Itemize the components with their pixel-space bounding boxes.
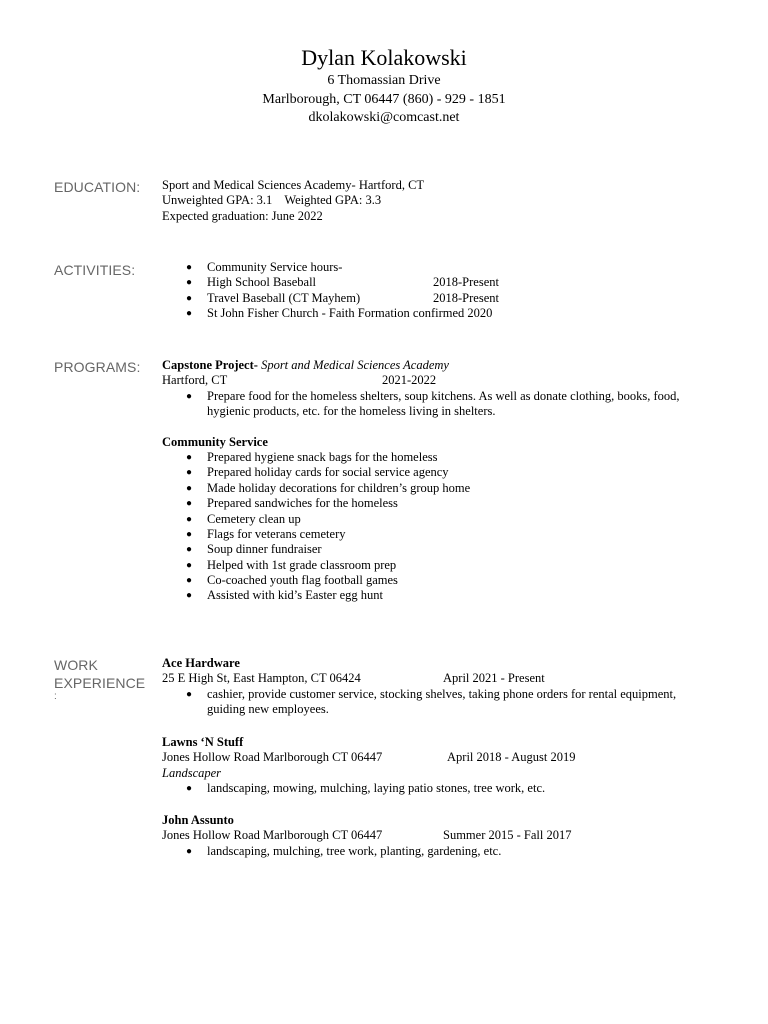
resume-header bbox=[0, 44, 768, 128]
list-item bbox=[162, 512, 722, 527]
job-address-line bbox=[162, 750, 722, 765]
job-address-line bbox=[162, 828, 722, 843]
activity-text: High School Baseball bbox=[207, 275, 317, 290]
job-dates: April 2018 - August 2019 bbox=[447, 750, 576, 765]
list-item bbox=[162, 781, 722, 796]
job-bullets bbox=[162, 687, 722, 702]
list-item bbox=[162, 291, 722, 306]
employer-name: John Assunto bbox=[162, 813, 234, 827]
school-line: Sport and Medical Sciences Academy- Hartford, CT bbox=[162, 178, 425, 192]
capstone-dates: 2021-2022 bbox=[382, 373, 437, 388]
activities-section bbox=[162, 260, 722, 322]
employer-name: Ace Hardware bbox=[162, 656, 240, 670]
bullet-text: landscaping, mulching, tree work, planting, gardening, etc. bbox=[207, 843, 502, 858]
activities-label: ACTIVITIES: bbox=[54, 262, 136, 278]
list-item bbox=[162, 844, 722, 859]
bullet-text: Co-coached youth flag football games bbox=[207, 573, 398, 588]
bullet-text: landscaping, mowing, mulching, laying patio stones, tree work, etc. bbox=[207, 781, 546, 796]
bullet-text: cashier, provide customer service, stocking shelves, taking phone orders for rental equipment, bbox=[207, 686, 677, 701]
list-item bbox=[162, 465, 722, 480]
activity-text: St John Fisher Church - Faith Formation confirmed 2020 bbox=[207, 306, 493, 321]
address-line-2: Marlborough, CT 06447 (860) - 929 - 1851 bbox=[262, 91, 506, 107]
activity-date: 2018-Present bbox=[433, 290, 499, 305]
work-label-line-3: : bbox=[54, 691, 57, 702]
job-john-assunto bbox=[162, 813, 722, 859]
job-dates: Summer 2015 - Fall 2017 bbox=[443, 828, 572, 843]
graduation-line: Expected graduation: June 2022 bbox=[162, 208, 323, 223]
bullet-text: Cemetery clean up bbox=[207, 511, 301, 526]
activity-date: 2018-Present bbox=[433, 275, 499, 290]
capstone-location-line bbox=[162, 373, 722, 388]
job-address: 25 E High St, East Hampton, CT 06424 bbox=[162, 671, 361, 686]
candidate-name: Dylan Kolakowski bbox=[301, 45, 467, 70]
list-item bbox=[162, 573, 722, 588]
programs-section bbox=[162, 358, 722, 604]
community-service-title: Community Service bbox=[162, 434, 268, 449]
list-item bbox=[162, 481, 722, 496]
employer-name: Lawns ‘N Stuff bbox=[162, 735, 244, 749]
bullet-text: Prepared sandwiches for the homeless bbox=[207, 496, 398, 511]
bullet-continuation: guiding new employees. bbox=[207, 702, 329, 717]
job-lawns-n-stuff bbox=[162, 735, 722, 797]
bullet-text: Helped with 1st grade classroom prep bbox=[207, 557, 397, 572]
gpa-line bbox=[162, 193, 722, 208]
capstone-location: Hartford, CT bbox=[162, 373, 228, 388]
job-dates: April 2021 - Present bbox=[443, 671, 545, 686]
bullet-text: Soup dinner fundraiser bbox=[207, 542, 322, 557]
capstone-title-bold: Capstone Project- bbox=[162, 358, 258, 372]
list-item bbox=[162, 558, 722, 573]
bullet-text: Prepared holiday cards for social service agency bbox=[207, 465, 449, 480]
work-experience-label bbox=[54, 656, 145, 702]
education-section bbox=[162, 178, 722, 224]
gpa-weighted: Weighted GPA: 3.3 bbox=[284, 193, 382, 208]
capstone-title bbox=[162, 358, 722, 373]
job-bullets bbox=[162, 781, 722, 796]
list-item bbox=[162, 275, 722, 290]
bullet-text: Prepared hygiene snack bags for the homeless bbox=[207, 449, 438, 464]
job-role: Landscaper bbox=[162, 765, 222, 780]
job-ace-hardware bbox=[162, 656, 722, 718]
activity-text: Travel Baseball (CT Mayhem) bbox=[207, 290, 361, 305]
bullet-text: Made holiday decorations for children’s group home bbox=[207, 480, 471, 495]
list-item bbox=[162, 389, 722, 404]
email-address: dkolakowski@comcast.net bbox=[308, 110, 460, 125]
job-address: Jones Hollow Road Marlborough CT 06447 bbox=[162, 828, 383, 843]
address-line-1: 6 Thomassian Drive bbox=[327, 73, 441, 88]
bullet-text: Assisted with kid’s Easter egg hunt bbox=[207, 588, 384, 603]
activity-text: Community Service hours- bbox=[207, 260, 343, 274]
list-item bbox=[162, 588, 722, 603]
bullet-text: Flags for veterans cemetery bbox=[207, 526, 346, 541]
work-label-line-1: WORK bbox=[54, 657, 98, 673]
list-item bbox=[162, 306, 722, 321]
gpa-unweighted: Unweighted GPA: 3.1 bbox=[162, 193, 273, 208]
list-item bbox=[162, 687, 722, 702]
bullet-text: Prepare food for the homeless shelters, soup kitchens. As well as donate clothing, books, food, bbox=[207, 388, 680, 403]
work-label-line-2: EXPERIENCE bbox=[54, 675, 146, 691]
list-item bbox=[162, 260, 722, 275]
job-bullets bbox=[162, 844, 722, 859]
community-service-list bbox=[162, 450, 722, 604]
capstone-title-italic: Sport and Medical Sciences Academy bbox=[261, 358, 449, 372]
list-item bbox=[162, 542, 722, 557]
programs-label: PROGRAMS: bbox=[54, 359, 141, 375]
job-address-line bbox=[162, 671, 722, 686]
education-label: EDUCATION: bbox=[54, 179, 141, 195]
job-address: Jones Hollow Road Marlborough CT 06447 bbox=[162, 750, 383, 765]
bullet-continuation: hygienic products, etc. for the homeless living in shelters. bbox=[207, 404, 496, 419]
activities-list bbox=[162, 260, 722, 322]
list-item bbox=[162, 527, 722, 542]
list-item bbox=[162, 496, 722, 511]
capstone-bullets bbox=[162, 389, 722, 404]
list-item bbox=[162, 450, 722, 465]
